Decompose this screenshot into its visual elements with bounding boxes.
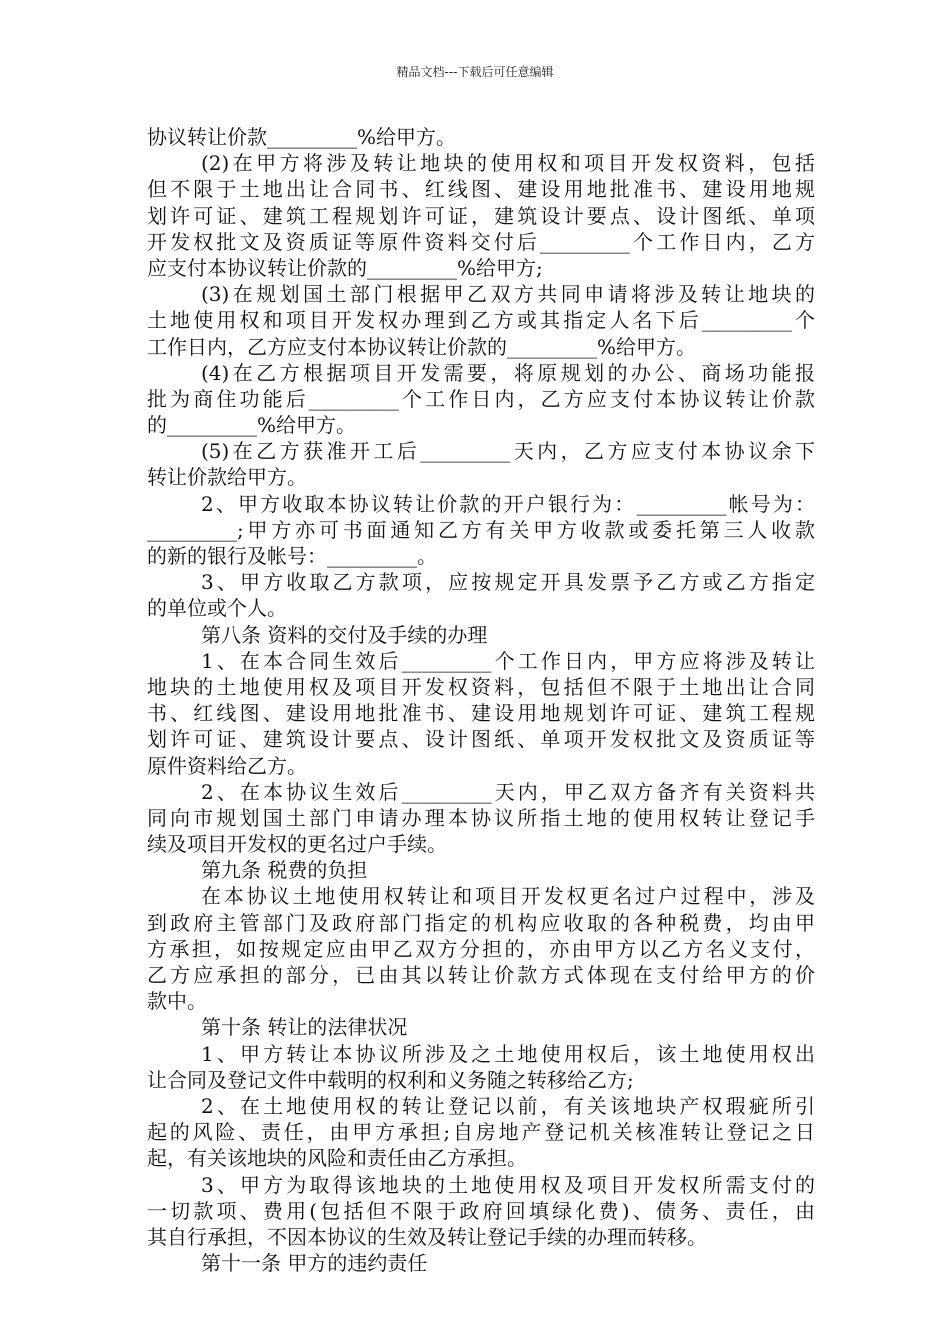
text-line: 划许可证、建筑工程规划许可证，建筑设计要点、设计图纸、单项 <box>147 203 815 228</box>
text-line: 其自行承担，不因本协议的生效及转让登记手续的办理而转移。 <box>147 1224 707 1249</box>
text-line: 的_________%给甲方。 <box>147 413 357 438</box>
text-line: 协议转让价款_________%给甲方。 <box>147 125 457 149</box>
text-line: 批为商住功能后_________个工作日内，乙方应支付本协议转让价款 <box>147 386 815 411</box>
text-line: 2、在土地使用权的转让登记以前，有关该地块产权瑕疵所引 <box>201 1093 815 1118</box>
text-line: 起，有关该地块的风险和责任由乙方承担。 <box>147 1146 527 1171</box>
text-line: 应支付本协议转让价款的_________%给甲方; <box>147 255 543 280</box>
text-line: 让合同及登记文件中载明的权利和义务随之转移给乙方; <box>147 1067 634 1092</box>
text-line: 的新的银行及帐号：_________。 <box>147 544 437 568</box>
text-line: 第十一条 甲方的违约责任 <box>201 1251 428 1276</box>
text-line: 款中。 <box>147 989 207 1014</box>
text-line: (3)在规划国土部门根据甲乙双方共同申请将涉及转让地块的 <box>201 282 815 307</box>
text-line: 但不限于土地出让合同书、红线图、建设用地批准书、建设用地规 <box>147 177 815 202</box>
text-line: 2、在本协议生效后_________天内，甲乙双方备齐有关资料共 <box>201 779 815 804</box>
text-line: 地块的土地使用权及项目开发权资料，包括但不限于土地出让合同 <box>147 674 815 699</box>
text-line: 1、甲方转让本协议所涉及之土地使用权后，该土地使用权出 <box>201 1041 815 1066</box>
text-line: (5)在乙方获准开工后_________天内，乙方应支付本协议余下 <box>201 439 815 464</box>
text-line: 转让价款给甲方。 <box>147 465 307 490</box>
text-line: 土地使用权和项目开发权办理到乙方或其指定人名下后_________个 <box>147 308 815 333</box>
text-line: 的单位或个人。 <box>147 596 287 621</box>
text-line: 方承担，如按规定应由甲乙双方分担的，亦由甲方以乙方名义支付， <box>147 936 815 961</box>
text-line: 划许可证、建筑设计要点、设计图纸、单项开发权批文及资质证等 <box>147 727 815 752</box>
text-line: 起的风险、责任，由甲方承担;自房地产登记机关核准转让登记之日 <box>147 1120 815 1145</box>
text-line: 2、甲方收取本协议转让价款的开户银行为：_________帐号为： <box>201 491 815 516</box>
text-line: 第十条 转让的法律状况 <box>201 1015 408 1040</box>
text-line: 3、甲方为取得该地块的土地使用权及项目开发权所需支付的 <box>201 1172 815 1197</box>
text-line: 开发权批文及资质证等原件资料交付后_________个工作日内，乙方 <box>147 229 815 254</box>
text-line: 工作日内，乙方应支付本协议转让价款的_________%给甲方。 <box>147 334 697 359</box>
text-line: 乙方应承担的部分，已由其以转让价款方式体现在支付给甲方的价 <box>147 963 815 987</box>
text-line: 第九条 税费的负担 <box>201 858 368 883</box>
text-line: 同向市规划国土部门申请办理本协议所指土地的使用权转让登记手 <box>147 805 815 830</box>
text-line: 1、在本合同生效后_________个工作日内，甲方应将涉及转让 <box>201 648 815 673</box>
page-header-watermark: 精品文档---下载后可任意编辑 <box>396 65 554 79</box>
text-line: 续及项目开发权的更名过户手续。 <box>147 832 447 857</box>
text-line: (4)在乙方根据项目开发需要，将原规划的办公、商场功能报 <box>201 360 815 385</box>
text-line: (2)在甲方将涉及转让地块的使用权和项目开发权资料，包括 <box>201 151 815 176</box>
text-line: 在本协议土地使用权转让和项目开发权更名过户过程中，涉及 <box>201 884 815 909</box>
document-body <box>147 124 815 1276</box>
text-line: 书、红线图、建设用地批准书、建设用地规划许可证、建筑工程规 <box>147 701 815 726</box>
text-line: 3、甲方收取乙方款项，应按规定开具发票予乙方或乙方指定 <box>201 570 815 595</box>
text-line: _________;甲方亦可书面通知乙方有关甲方收款或委托第三人收款 <box>147 517 815 542</box>
text-line: 到政府主管部门及政府部门指定的机构应收取的各种税费，均由甲 <box>147 910 815 935</box>
text-line: 第八条 资料的交付及手续的办理 <box>201 622 488 647</box>
text-line: 原件资料给乙方。 <box>147 753 307 778</box>
text-line: 一切款项、费用(包括但不限于政府回填绿化费)、债务、责任，由 <box>147 1198 815 1223</box>
